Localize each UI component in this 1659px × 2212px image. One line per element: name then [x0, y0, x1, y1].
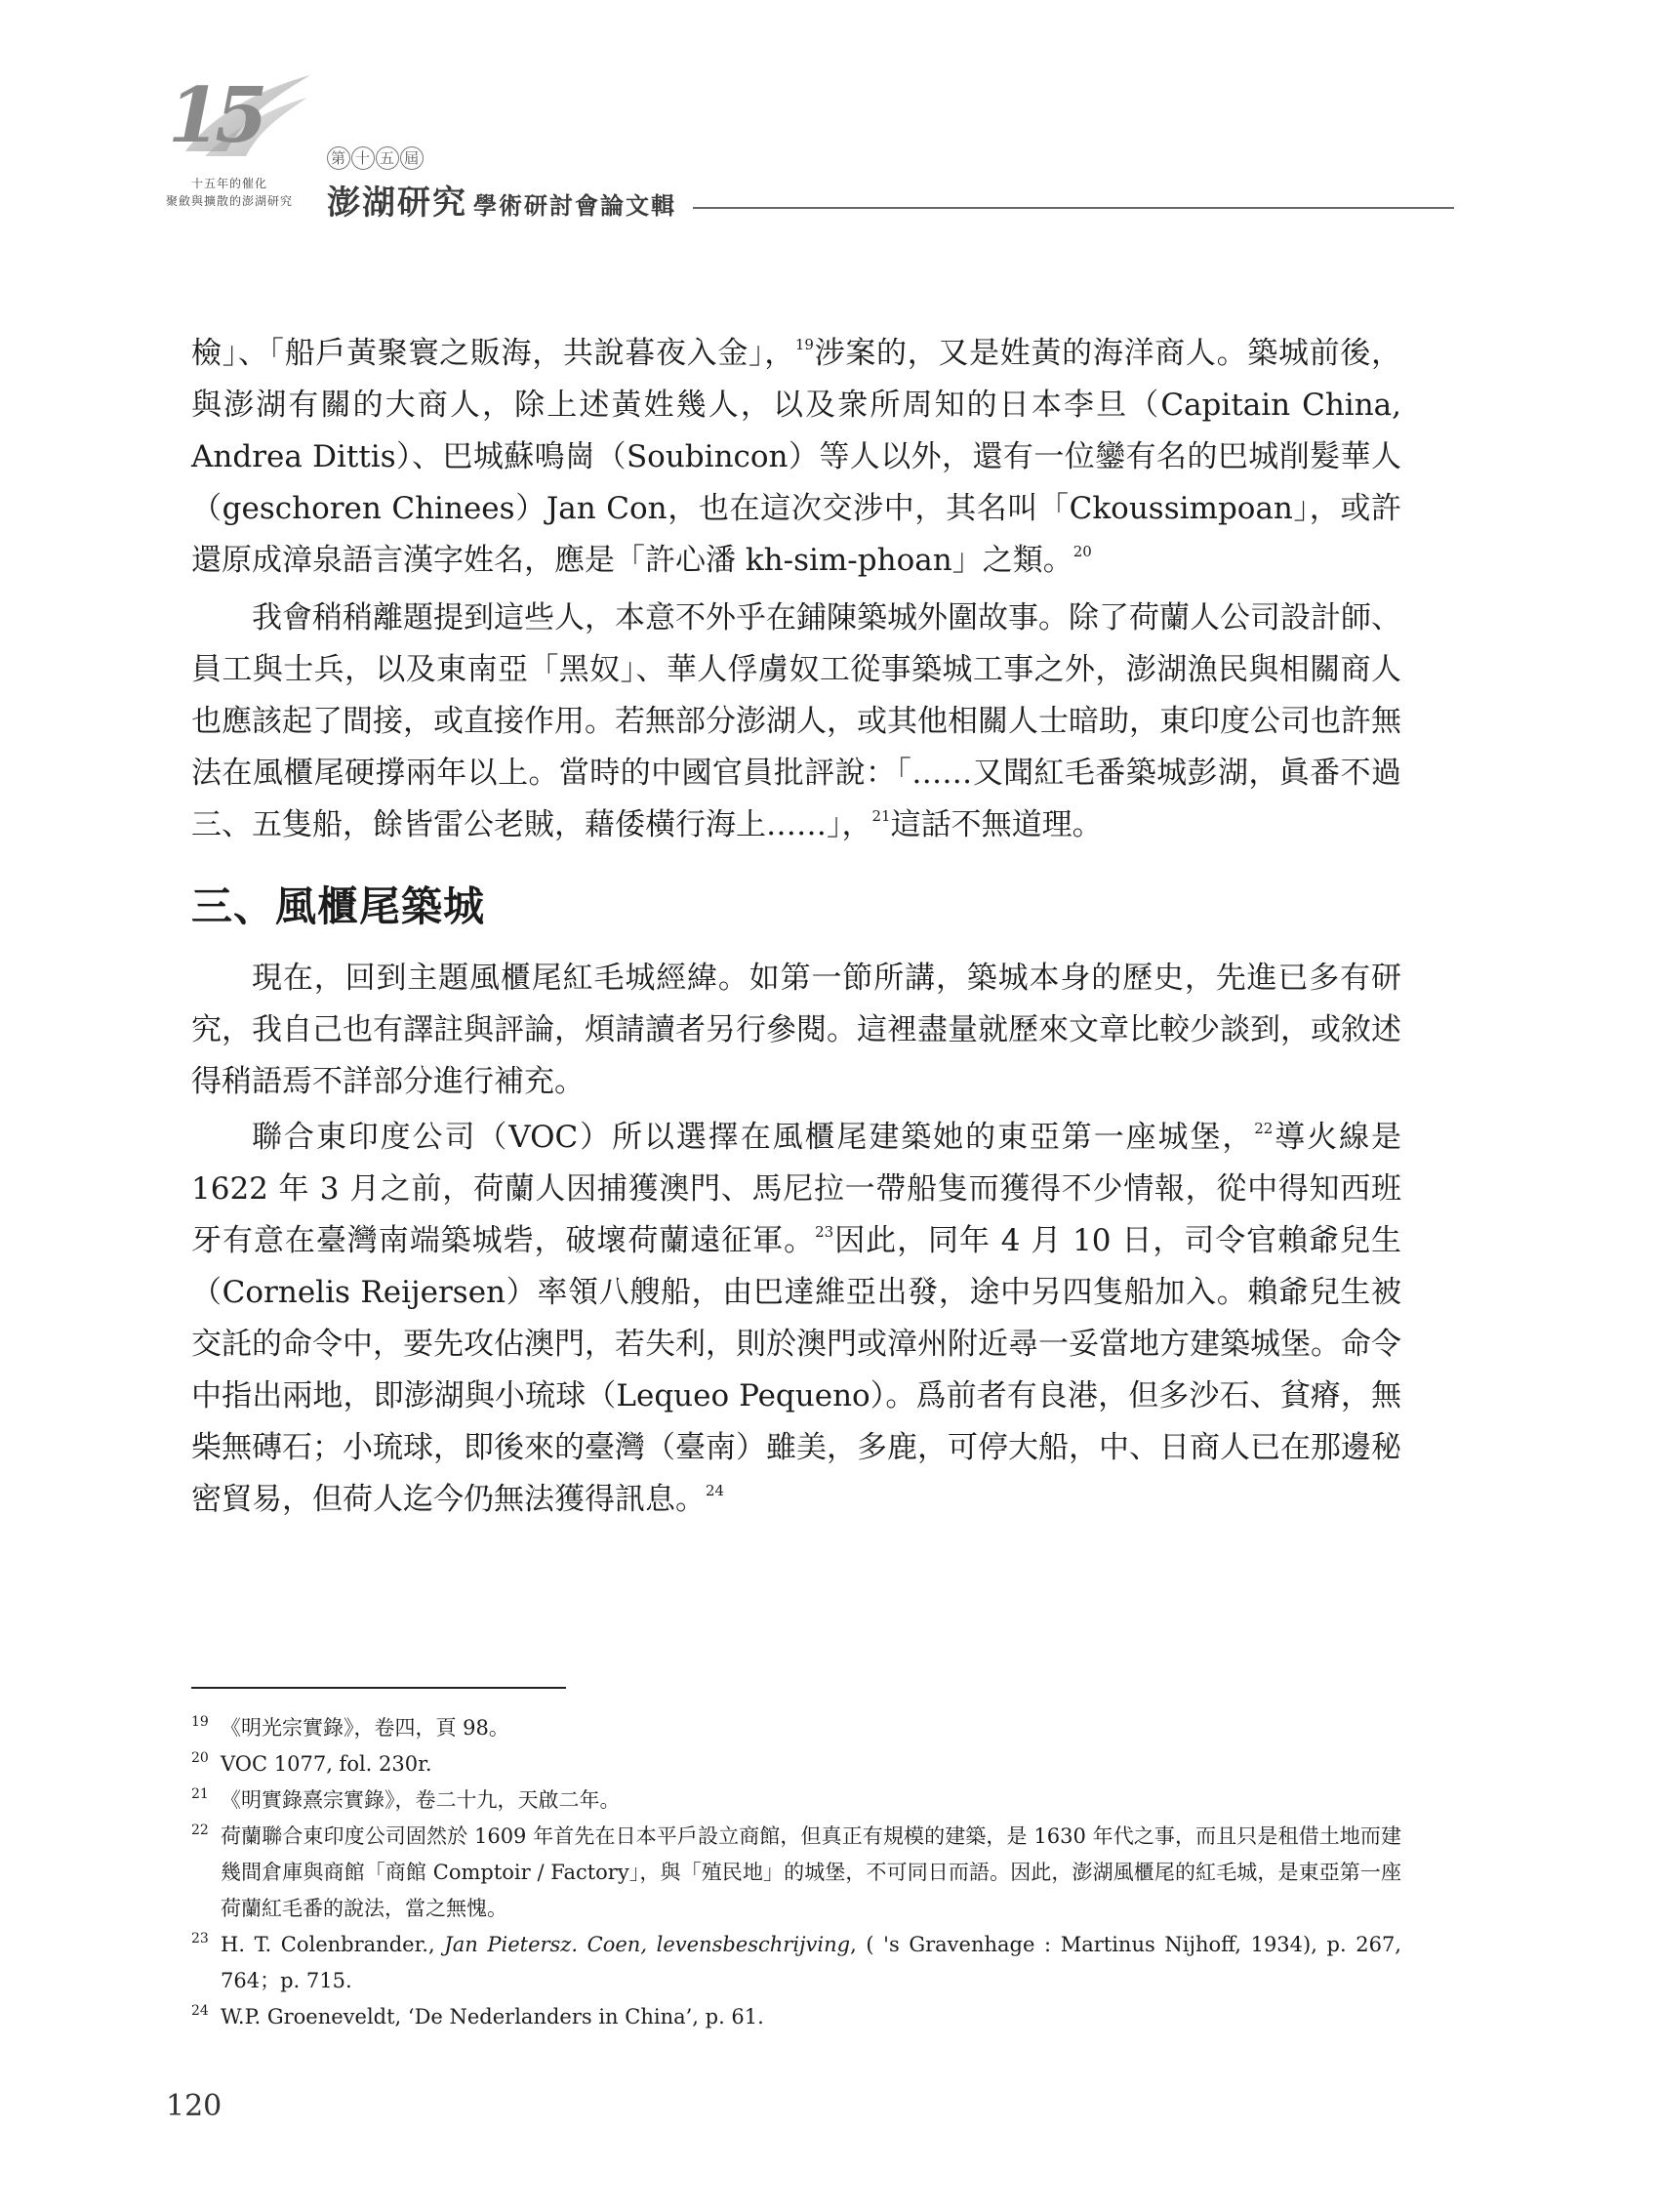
footnote-number: 20 [191, 1750, 209, 1766]
footnote-separator [191, 1687, 566, 1689]
journal-title-main: 澎湖研究 [327, 184, 467, 223]
conference-logo [156, 54, 312, 208]
logo-tagline-1: 十五年的催化 [190, 177, 267, 190]
edition-char: 五 [376, 146, 399, 170]
paragraph-text: 檢」、「船戶黃聚寰之販海，共說暮夜入金」， [191, 336, 795, 371]
paragraph-3 [191, 953, 1401, 1108]
footnote-23 [191, 1927, 1401, 1999]
logo-number: 15 [168, 71, 263, 160]
page-number: 120 [166, 2089, 223, 2123]
footnotes [191, 1710, 1401, 2035]
footnote-text: 《明實錄熹宗實錄》，卷二十九，天啟二年。 [221, 1788, 621, 1812]
footnote-20 [191, 1746, 1401, 1782]
paragraph-text: 現在，回到主題風櫃尾紅毛城經緯。如第一節所講，築城本身的歷史，先進已多有研究，我自己也有譯註與評論，煩請讀者另行參閱。這裡盡量就歷來文章比較少談到，或敘述得稍語焉不詳部分進行補充。 [191, 961, 1401, 1099]
footnote-text: VOC 1077, fol. 230r. [221, 1752, 432, 1776]
paragraph-1 [191, 328, 1401, 587]
footnote-19 [191, 1710, 1401, 1746]
footnote-21 [191, 1782, 1401, 1819]
footnote-text: , ( 's Gravenhage : Martinus Nijhoff, 1934), p. 267, 764；p. 715. [221, 1933, 1401, 1992]
footnote-number: 21 [191, 1786, 209, 1802]
page-header [0, 0, 1659, 234]
footnote-text: 荷蘭聯合東印度公司固然於 1609 年首先在日本平戶設立商館，但真正有規模的建築，是 1630 年代之事，而且只是租借土地而建幾間倉庫與商館「商館 Comptoir / Factory」，與「殖民地」的城堡，不可同日而語。因此，澎湖風櫃尾的紅毛城，是東亞第一座荷蘭紅毛番的說法，當之無愧。 [221, 1824, 1401, 1920]
footnote-book-title: Jan Pietersz. Coen, levensbeschrijving [444, 1933, 851, 1956]
paragraph-text: 聯合東印度公司（VOC）所以選擇在風櫃尾建築她的東亞第一座城堡， [252, 1120, 1255, 1155]
journal-title [327, 176, 676, 224]
footnote-number: 23 [191, 1931, 209, 1946]
footnote-24 [191, 1999, 1401, 2035]
main-content [191, 328, 1401, 1526]
edition-char: 屆 [400, 146, 424, 170]
edition-char: 第 [327, 146, 350, 170]
footnote-ref-21[interactable]: 21 [871, 807, 891, 825]
footnote-text: W.P. Groeneveldt, ‘De Nederlanders in China’, p. 61. [221, 2005, 764, 2028]
footnote-ref-20[interactable]: 20 [1072, 543, 1092, 560]
footnote-22 [191, 1819, 1401, 1927]
footnote-text: 《明光宗實錄》，卷四，頁 98。 [221, 1716, 509, 1740]
header-rule [693, 207, 1454, 209]
footnote-ref-19[interactable]: 19 [794, 336, 814, 353]
footnote-ref-24[interactable]: 24 [706, 1482, 725, 1499]
footnote-number: 19 [191, 1714, 209, 1730]
journal-title-sub: 學術研討會論文輯 [473, 191, 676, 220]
footnote-number: 24 [191, 2003, 209, 2019]
edition-label [327, 144, 425, 170]
edition-char: 十 [351, 146, 375, 170]
paragraph-text: 我會稍稍離題提到這些人，本意不外乎在鋪陳築城外圍故事。除了荷蘭人公司設計師、員工與士兵，以及東南亞「黑奴」、華人俘虜奴工從事築城工事之外，澎湖漁民與相關商人也應該起了間接，或直接作用。若無部分澎湖人，或其他相關人士暗助，東印度公司也許無法在風櫃尾硬撐兩年以上。當時的中國官員批評說：「……又聞紅毛番築城彭湖，眞番不過三、五隻船，餘皆雷公老賊，藉倭橫行海上……」， [191, 600, 1401, 842]
footnote-number: 22 [191, 1823, 209, 1838]
paragraph-text: 因此，同年 4 月 10 日，司令官賴爺兒生（Cornelis Reijersen）率領八艘船，由巴達維亞出發，途中另四隻船加入。賴爺兒生被交託的命令中，要先攻佔澳門，若失利，則於澳門或漳州附近尋一妥當地方建築城堡。命令中指出兩地，即澎湖與小琉球（Lequeo Pequeno）。爲前者有良港，但多沙石、貧瘠，無柴無磚石；小琉球，即後來的臺灣（臺南）雖美，多鹿，可停大船，中、日商人已在那邊秘密貿易，但荷人迄今仍無法獲得訊息。 [191, 1223, 1401, 1517]
footnote-ref-22[interactable]: 22 [1254, 1120, 1274, 1137]
section-heading: 三、風櫃尾築城 [191, 882, 486, 930]
paragraph-text: 涉案的，又是姓黃的海洋商人。築城前後，與澎湖有關的大商人，除上述黃姓幾人，以及衆所周知的日本李旦（Capitain China, Andrea Dittis）、巴城蘇鳴崗（Soubincon）等人以外，還有一位鑾有名的巴城削髮華人（geschoren Chinees）Jan Con，也在這次交涉中，其名叫「Ckoussimpoan」，或許還原成漳泉語言漢字姓名，應是「許心潘 kh-sim-phoan」之類。 [191, 336, 1402, 578]
footnote-ref-23[interactable]: 23 [815, 1223, 834, 1241]
paragraph-4 [191, 1112, 1401, 1526]
paragraph-2 [191, 593, 1401, 851]
logo-tagline-2: 聚斂與擴散的澎湖研究 [165, 194, 293, 208]
paragraph-text: 導火線是 1622 年 3 月之前，荷蘭人因捕獲澳門、馬尼拉一帶船隻而獲得不少情報，從中得知西班牙有意在臺灣南端築城砦，破壞荷蘭遠征軍。 [191, 1120, 1401, 1258]
footnote-text: H. T. Colenbrander., [221, 1933, 445, 1956]
paragraph-text: 這話不無道理。 [890, 807, 1103, 842]
